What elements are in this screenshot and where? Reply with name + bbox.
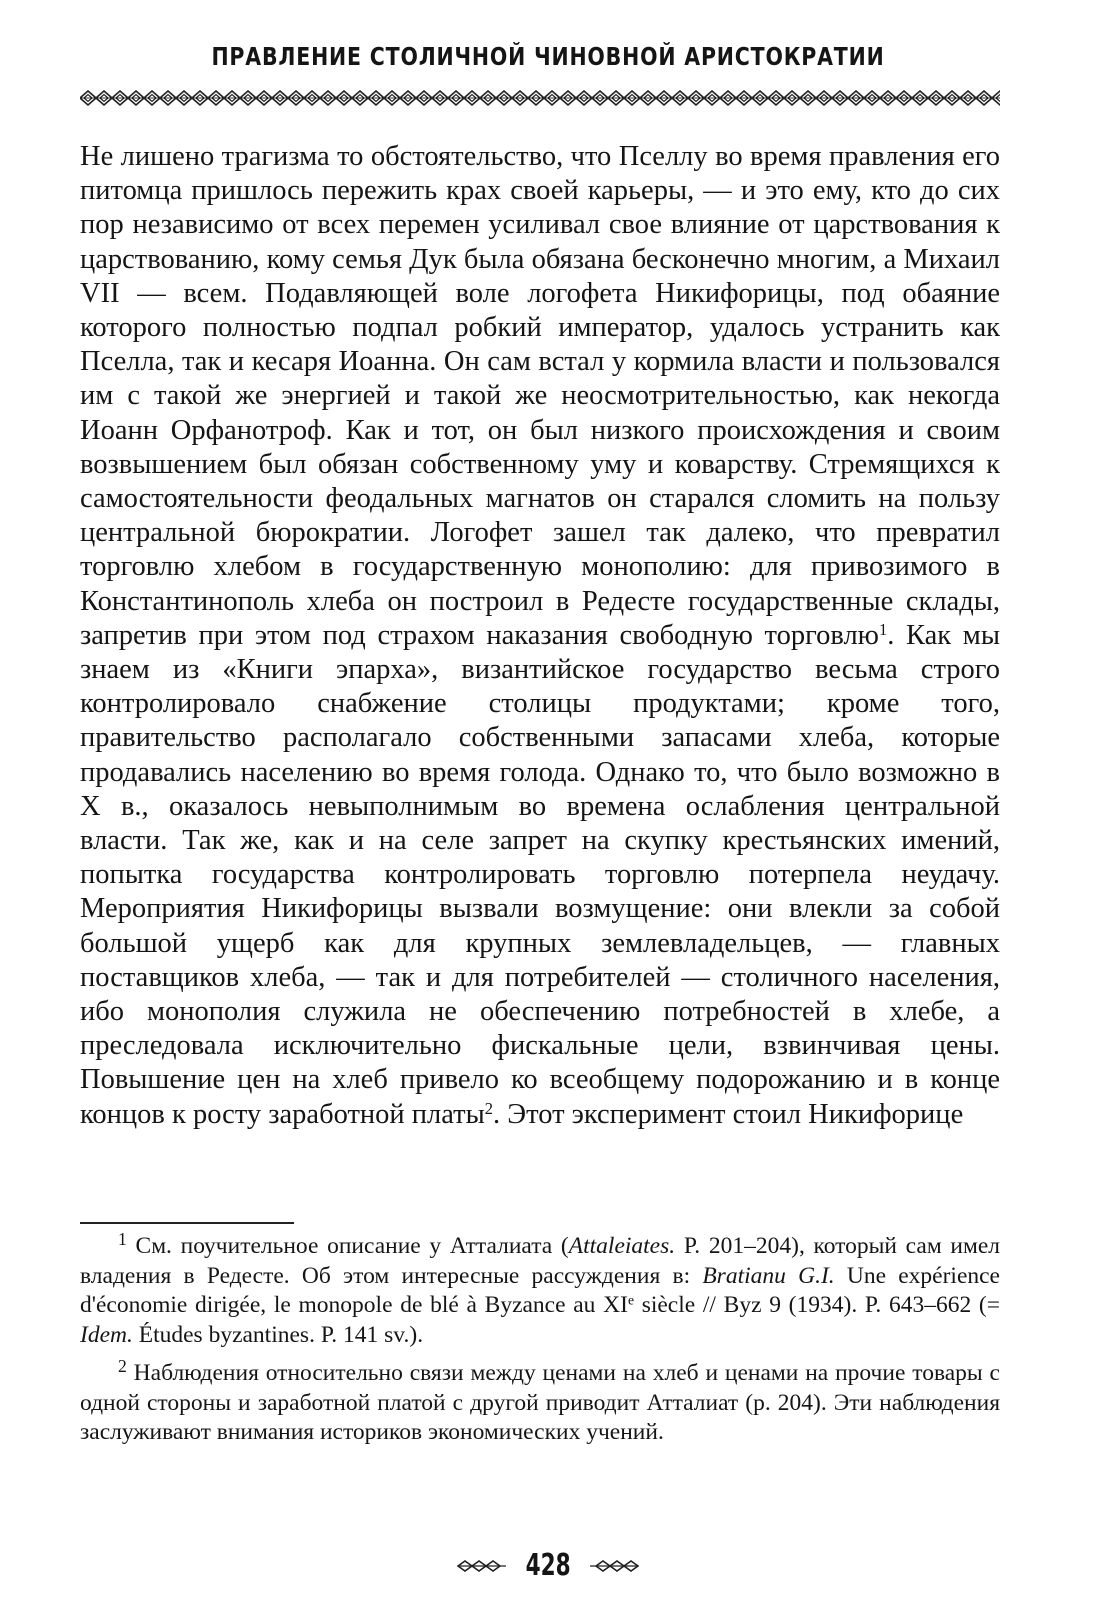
paragraph-segment: . Как мы знаем из «Книги эпарха», византийское государство весьма строго контролировало снабжение столицы продуктами; кроме того, правительство располагало собственными запасами хлеба, которые продавались населению во время голода. Однако то, что было возможно в X в., оказалось невыполнимым во времена ослабления центральной власти. Так же, как и на селе запрет на скупку крестьянских имений, попытка государства контролировать торговлю потерпела неудачу. Мероприятия Никифорицы вызвали возмущение: они влекли за собой большой ущерб как для крупных землевладельцев, — главных поставщиков хлеба, — так и для потребителей — столичного населения, ибо монополия служила не обеспечению потребностей в хлебе, а преследовала исключительно фискальные цели, взвинчивая цены. Повышение цен на хлеб привело ко всеобщему подорожанию и в конце концов к росту заработной платы <box>80 619 1000 1130</box>
footnote-1 <box>80 1229 1001 1350</box>
folio-ornament-right <box>588 1559 640 1573</box>
footnote-number: 2 <box>118 1356 127 1377</box>
footnote-italic: Bratianu G.I. <box>702 1262 835 1289</box>
footnote-text: siècle // Byz 9 (1934). P. 643–662 (= <box>634 1292 1000 1318</box>
main-text <box>80 140 1000 1132</box>
folio <box>0 1548 1096 1583</box>
footnote-reference[interactable]: 2 <box>484 1098 494 1118</box>
ornament-band <box>80 90 1000 106</box>
paragraph <box>80 140 1000 1132</box>
running-head: ПРАВЛЕНИЕ СТОЛИЧНОЙ ЧИНОВНОЙ АРИСТОКРАТИИ <box>211 42 885 71</box>
footnote-text: Наблюдения относительно связи между ценами на хлеб и ценами на прочие товары с одной стороны и заработной платой с другой приводит Атталиат (p. 204). Эти наблюдения заслуживают внимания историков экономических учений. <box>80 1360 1000 1445</box>
footnote-superscript: e <box>627 1292 634 1308</box>
footnote-2 <box>80 1356 1000 1448</box>
footnote-separator <box>80 1222 294 1224</box>
page-number: 428 <box>525 1548 571 1583</box>
footnotes <box>80 1229 1001 1457</box>
footnote-text: Une expérience d'économie dirigée, le monopole de blé à Byzance au XI <box>80 1262 1000 1318</box>
paragraph-segment: Не лишено трагизма то обстоятельство, что Пселлу во время правления его питомца пришлось пережить крах своей карьеры, — и это ему, кто до сих пор независимо от всех перемен усиливал свое влияние от царствования к царствованию, кому семья Дук была обязана бесконечно многим, а Михаил VII — всем. Подавляющей воле логофета Никифорицы, под обаяние которого полностью подпал робкий император, удалось устранить как Пселла, так и кесаря Иоанна. Он сам встал у кормила власти и пользовался им с такой же энергией и такой же неосмотрительностью, как некогда Иоанн Орфанотроф. Как и тот, он был низкого происхождения и своим возвышением был обязан собственному уму и коварству. Стремящихся к самостоятельности феодальных магнатов он старался сломить на пользу центральной бюрократии. Логофет зашел так далеко, что превратил торговлю хлебом в государственную монополию: для привозимого в Константинополь хлеба он построил в Редесте государственные склады, запретив при этом под страхом наказания свободную торговлю <box>80 141 1000 651</box>
footnote-text: См. поучительное описание у Атталиата ( <box>135 1233 569 1259</box>
folio-ornament-left <box>456 1559 508 1573</box>
footnote-text: Études byzantines. P. 141 sv.). <box>132 1321 424 1348</box>
footnote-reference[interactable]: 1 <box>878 619 888 639</box>
footnote-text: P. 201–204), который сам имел владения в Редесте. Об этом интересные рассуждения в: <box>80 1233 1001 1289</box>
paragraph-segment: . Этот эксперимент стоил Никифорице <box>493 1098 964 1130</box>
footnote-number: 1 <box>118 1229 127 1250</box>
footnote-italic: Idem. <box>80 1321 133 1348</box>
footnote-italic: Attaleiates. <box>568 1233 676 1259</box>
